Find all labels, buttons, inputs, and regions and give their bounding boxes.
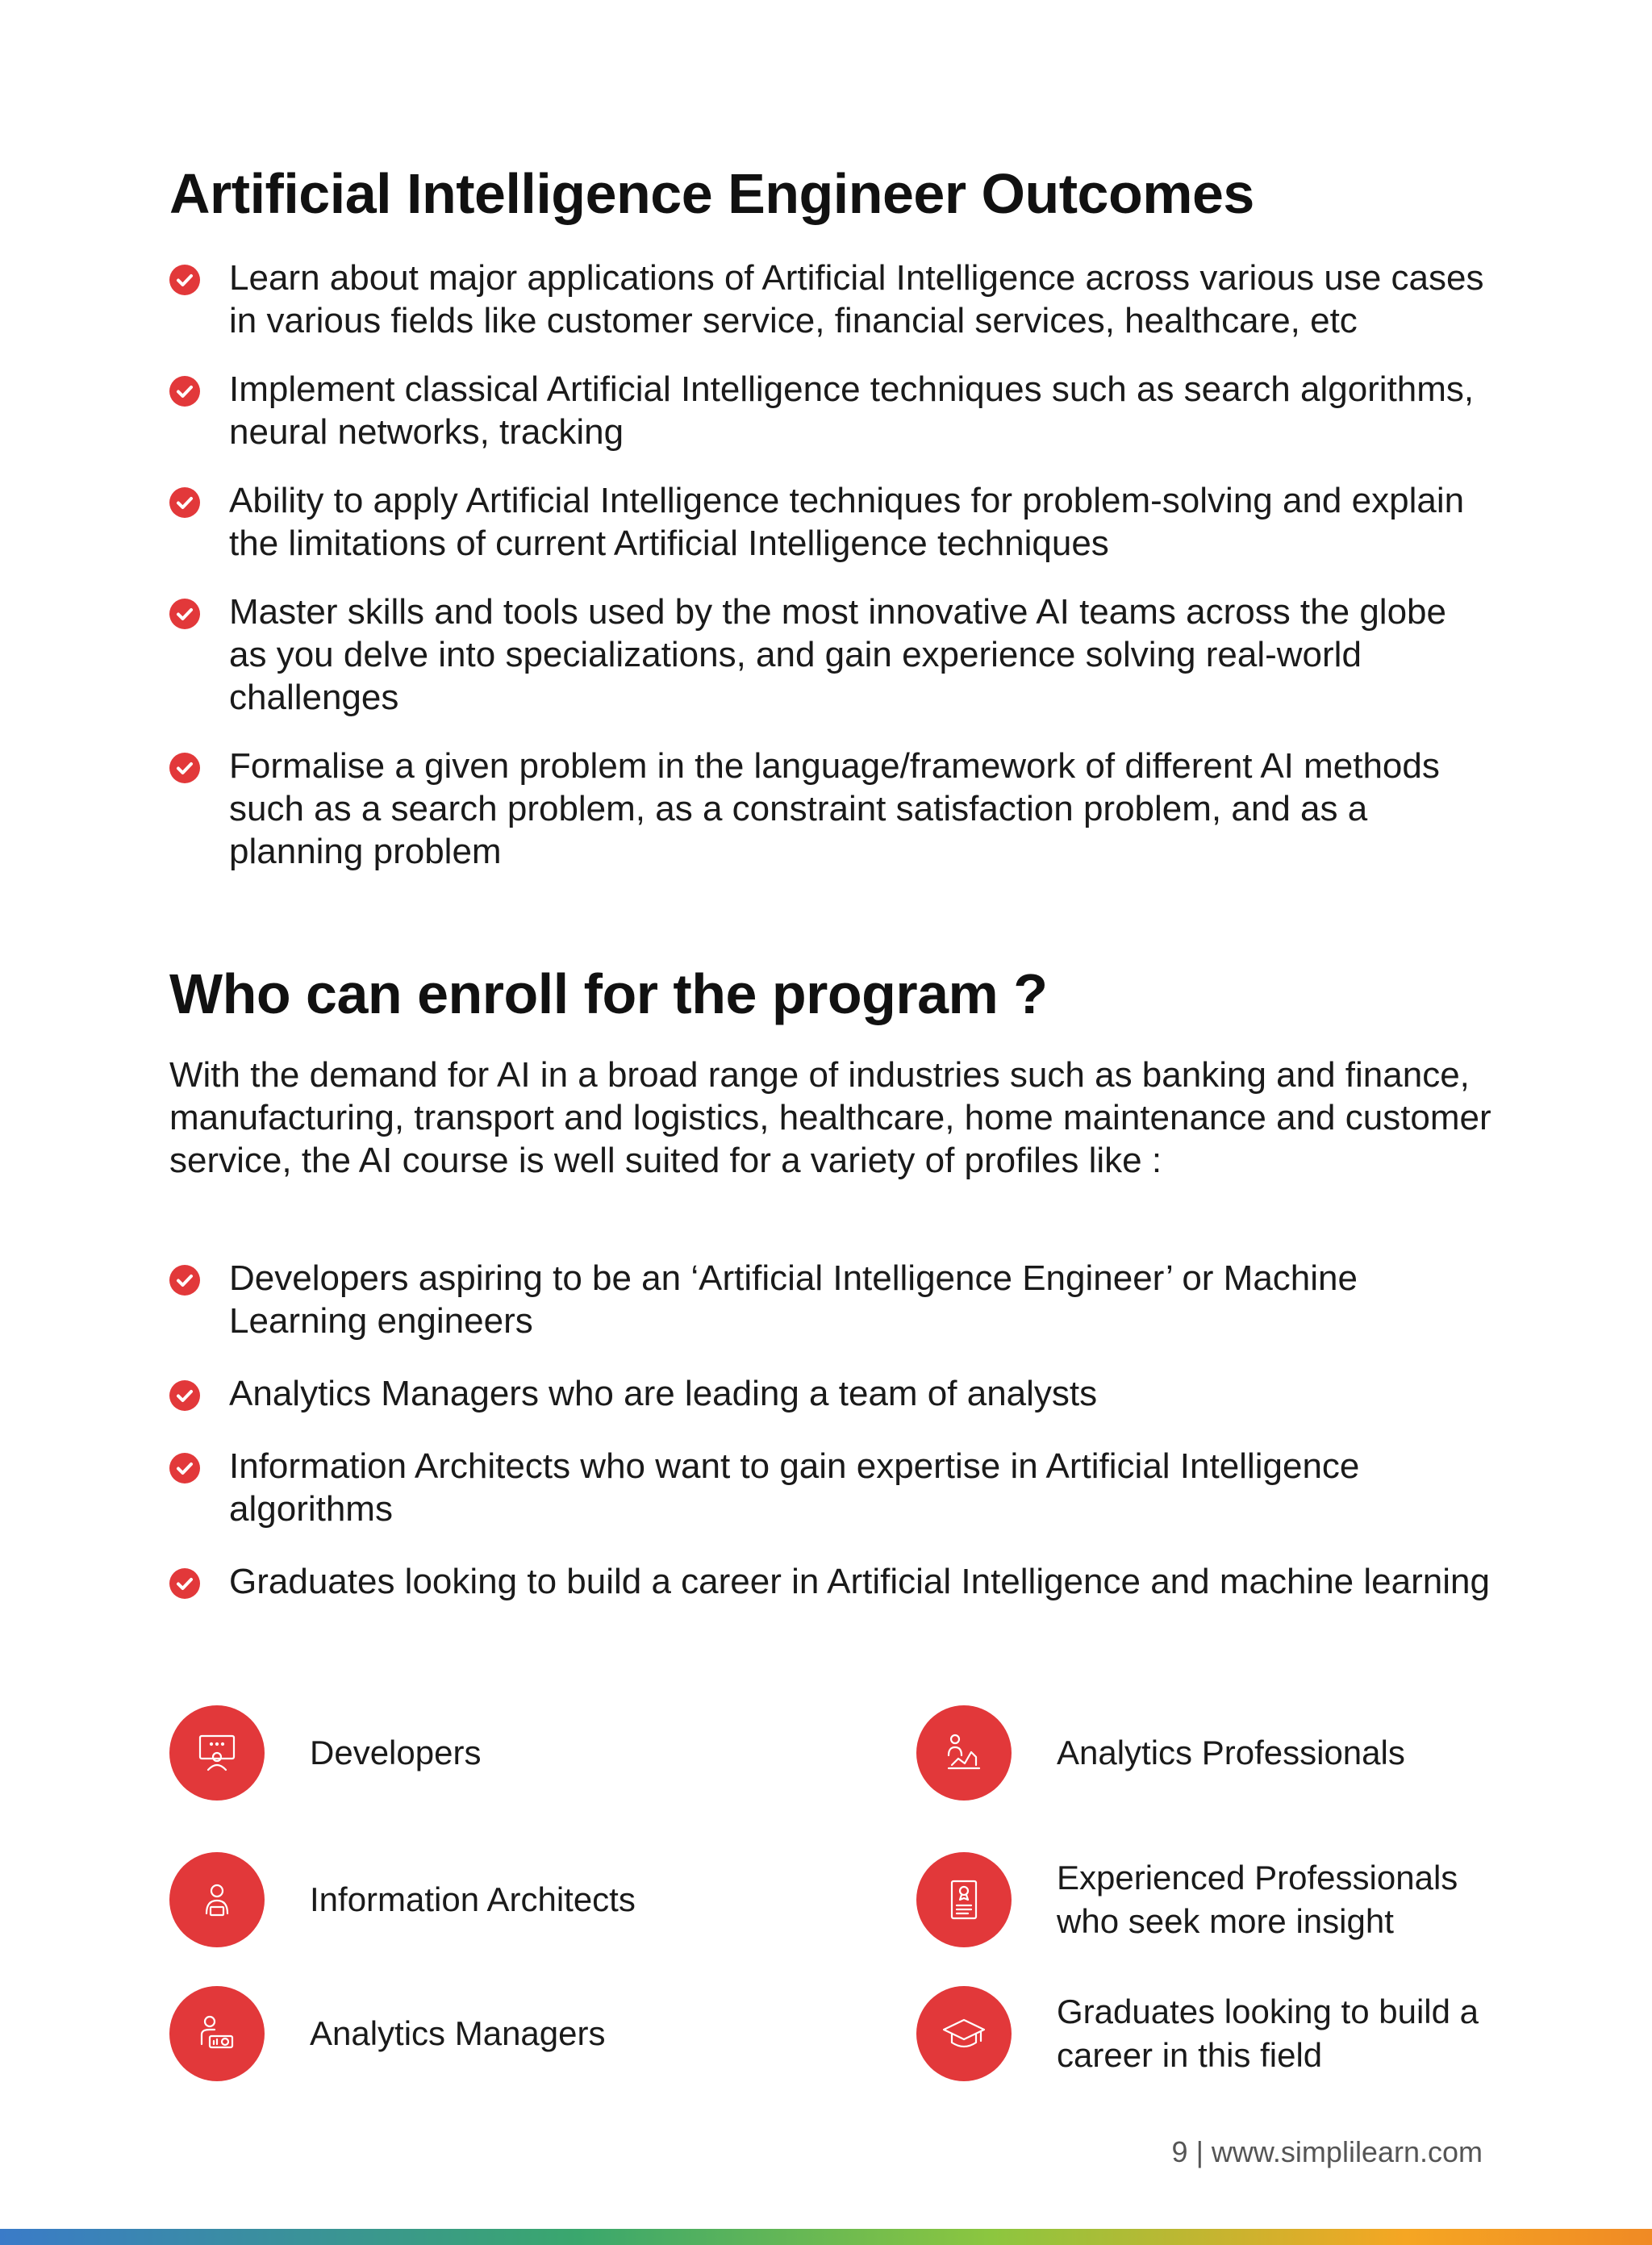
check-circle-icon xyxy=(169,376,200,407)
check-circle-icon xyxy=(169,1265,200,1296)
list-item-text: Ability to apply Artificial Intelligence techniques for problem-solving and explain the limitations of current Artificial Intelligence techniques xyxy=(229,481,1465,563)
profiles-list xyxy=(169,1257,1492,1633)
list-item-text: Formalise a given problem in the language/framework of different AI methods such as a search problem, as a constraint satisfaction problem, and as a planning problem xyxy=(229,746,1440,871)
list-item-text: Graduates looking to build a career in Artificial Intelligence and machine learning xyxy=(229,1562,1490,1601)
profile-experienced-professionals xyxy=(916,1852,1508,1947)
manager-analytics-icon xyxy=(169,1986,265,2081)
list-item xyxy=(169,368,1492,453)
check-circle-icon xyxy=(169,1380,200,1411)
profile-label: Graduates looking to build a career in this field xyxy=(1057,1993,1479,2074)
list-item xyxy=(169,1445,1492,1530)
list-item xyxy=(169,1372,1492,1415)
list-item-text: Developers aspiring to be an ‘Artificial Intelligence Engineer’ or Machine Learning engineers xyxy=(229,1258,1358,1341)
list-item xyxy=(169,1560,1492,1603)
analytics-chart-icon xyxy=(916,1705,1012,1801)
profile-label: Analytics Managers xyxy=(310,2014,606,2052)
list-item xyxy=(169,257,1492,342)
profile-analytics-professionals xyxy=(916,1705,1508,1801)
enroll-heading: Who can enroll for the program ? xyxy=(169,962,1048,1025)
check-circle-icon xyxy=(169,599,200,629)
outcomes-list xyxy=(169,257,1492,899)
check-circle-icon xyxy=(169,1568,200,1599)
enroll-intro: With the demand for AI in a broad range of industries such as banking and finance, manufacturing, transport and logistics, healthcare, home maintenance and customer service, the AI course is well suited for a variety of profiles like : xyxy=(169,1055,1491,1180)
graduation-cap-icon xyxy=(916,1986,1012,2081)
list-item xyxy=(169,745,1492,873)
list-item-text: Learn about major applications of Artificial Intelligence across various use cases in various fields like customer service, financial services, healthcare, etc xyxy=(229,258,1484,340)
profile-label: Information Architects xyxy=(310,1880,636,1918)
list-item xyxy=(169,1257,1492,1342)
profile-label: Analytics Professionals xyxy=(1057,1734,1405,1771)
check-circle-icon xyxy=(169,487,200,518)
check-circle-icon xyxy=(169,753,200,783)
list-item xyxy=(169,590,1492,719)
profile-label: Experienced Professionals who seek more insight xyxy=(1057,1859,1458,1940)
certificate-document-icon xyxy=(916,1852,1012,1947)
page-footer: 9 | www.simplilearn.com xyxy=(1171,2135,1483,2168)
developer-presentation-icon xyxy=(169,1705,265,1801)
list-item-text: Information Architects who want to gain expertise in Artificial Intelligence algorithms xyxy=(229,1446,1360,1529)
profile-analytics-managers xyxy=(169,1986,761,2081)
check-circle-icon xyxy=(169,265,200,295)
list-item-text: Master skills and tools used by the most innovative AI teams across the globe as you delve into specializations, and gain experience solving real-world challenges xyxy=(229,592,1446,717)
bottom-gradient-bar xyxy=(0,2229,1652,2245)
architect-person-icon xyxy=(169,1852,265,1947)
check-circle-icon xyxy=(169,1453,200,1483)
list-item-text: Implement classical Artificial Intelligence techniques such as search algorithms, neural networks, tracking xyxy=(229,369,1475,452)
profile-label: Developers xyxy=(310,1734,482,1771)
profile-information-architects xyxy=(169,1852,761,1947)
profile-developers xyxy=(169,1705,761,1801)
list-item-text: Analytics Managers who are leading a team of analysts xyxy=(229,1374,1098,1413)
list-item xyxy=(169,479,1492,565)
profile-graduates xyxy=(916,1986,1508,2081)
outcomes-heading: Artificial Intelligence Engineer Outcomes xyxy=(169,162,1254,225)
